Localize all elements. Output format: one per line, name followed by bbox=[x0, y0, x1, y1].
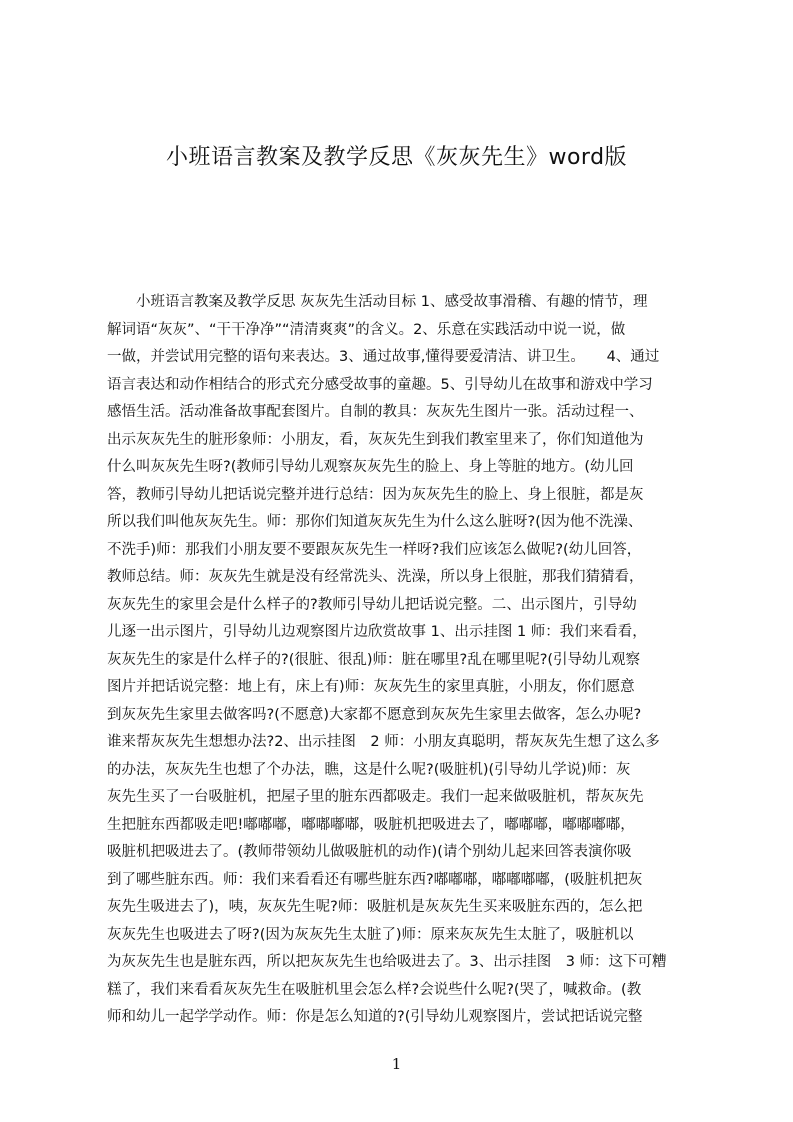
body-line: 感悟生活。活动准备故事配套图片。自制的教具：灰灰先生图片一张。活动过程一、 bbox=[107, 404, 644, 420]
body-line: 语言表达和动作相结合的形式充分感受故事的童趣。5、引导幼儿在故事和游戏中学习 bbox=[107, 376, 653, 393]
body-line: 灰先生吸进去了)，咦，灰灰先生呢?师：吸脏机是灰灰先生买来吸脏东西的，怎么把 bbox=[107, 899, 643, 915]
body-line: 所以我们叫他灰灰先生。师：那你们知道灰灰先生为什么这么脏呀?(因为他不洗澡、 bbox=[107, 514, 643, 530]
body-text bbox=[107, 289, 699, 1029]
body-line: 小班语言教案及教学反思 灰灰先生活动目标 1、感受故事滑稽、有趣的情节，理 bbox=[107, 294, 648, 310]
page-number: 1 bbox=[391, 1055, 402, 1073]
body-line: 糕了，我们来看看灰灰先生在吸脏机里会怎么样?会说些什么呢?(哭了，喊救命。(教 bbox=[107, 981, 642, 998]
body-line: 到了哪些脏东西。师：我们来看看还有哪些脏东西?嘟嘟嘟，嘟嘟嘟嘟，(吸脏机把灰 bbox=[107, 871, 643, 888]
body-line: 的办法，灰灰先生也想了个办法，瞧，这是什么呢?(吸脏机)(引导幼儿学说)师：灰 bbox=[107, 761, 631, 778]
body-line: 灰灰先生的家里会是什么样子的?教师引导幼儿把话说完整。二、出示图片，引导幼 bbox=[107, 596, 637, 613]
body-line: 教师总结。师：灰灰先生就是没有经常洗头、洗澡，所以身上很脏，那我们猜猜看， bbox=[107, 569, 644, 585]
body-line: 为灰灰先生也是脏东西，所以把灰灰先生也给吸进去了。3、出示挂图 3 师：这下可糟 bbox=[107, 954, 667, 970]
body-line: 儿逐一出示图片，引导幼儿边观察图片边欣赏故事 1、出示挂图 1 师：我们来看看， bbox=[107, 624, 647, 640]
body-line: 生把脏东西都吸走吧!嘟嘟嘟，嘟嘟嘟嘟，吸脏机把吸进去了，嘟嘟嘟，嘟嘟嘟嘟， bbox=[107, 816, 635, 833]
body-line: 不洗手)师：那我们小朋友要不要跟灰灰先生一样呀?我们应该怎么做呢?(幼儿回答， bbox=[107, 541, 642, 558]
body-line: 图片并把话说完整：地上有，床上有)师：灰灰先生的家里真脏，小朋友，你们愿意 bbox=[107, 679, 635, 695]
body-line: 灰先生买了一台吸脏机，把屋子里的脏东西都吸走。我们一起来做吸脏机，帮灰灰先 bbox=[107, 789, 644, 805]
body-line: 灰灰先生的家是什么样子的?(很脏、很乱)师：脏在哪里?乱在哪里呢?(引导幼儿观察 bbox=[107, 651, 641, 668]
body-line: 什么叫灰灰先生呀?(教师引导幼儿观察灰灰先生的脸上、身上等脏的地方。(幼儿回 bbox=[107, 459, 634, 475]
body-line: 吸脏机把吸进去了。(教师带领幼儿做吸脏机的动作)(请个别幼儿起来回答表演你吸 bbox=[107, 844, 632, 860]
body-line: 解词语“灰灰”、“干干净净”“清清爽爽”的含义。2、乐意在实践活动中说一说，做 bbox=[107, 321, 626, 338]
body-line: 答，教师引导幼儿把话说完整并进行总结：因为灰灰先生的脸上、身上很脏，都是灰 bbox=[107, 486, 644, 503]
body-line: 灰灰先生也吸进去了呀?(因为灰灰先生太脏了)师：原来灰灰先生太脏了，吸脏机以 bbox=[107, 926, 634, 943]
body-line: 一做，并尝试用完整的语句来表达。3、通过故事,懂得要爱清洁、讲卫生。 4、通过 bbox=[107, 349, 660, 365]
body-line: 谁来帮灰灰先生想想办法?2、出示挂图 2 师：小朋友真聪明，帮灰灰先生想了这么多 bbox=[107, 734, 660, 750]
body-line: 出示灰灰先生的脏形象师：小朋友，看，灰灰先生到我们教室里来了，你们知道他为 bbox=[107, 431, 644, 448]
body-line: 师和幼儿一起学学动作。师：你是怎么知道的?(引导幼儿观察图片，尝试把话说完整 bbox=[107, 1009, 643, 1025]
document-title: 小班语言教案及教学反思《灰灰先生》word版 bbox=[165, 145, 628, 170]
body-line: 到灰灰先生家里去做客吗?(不愿意)大家都不愿意到灰灰先生家里去做客，怎么办呢? bbox=[107, 706, 642, 723]
